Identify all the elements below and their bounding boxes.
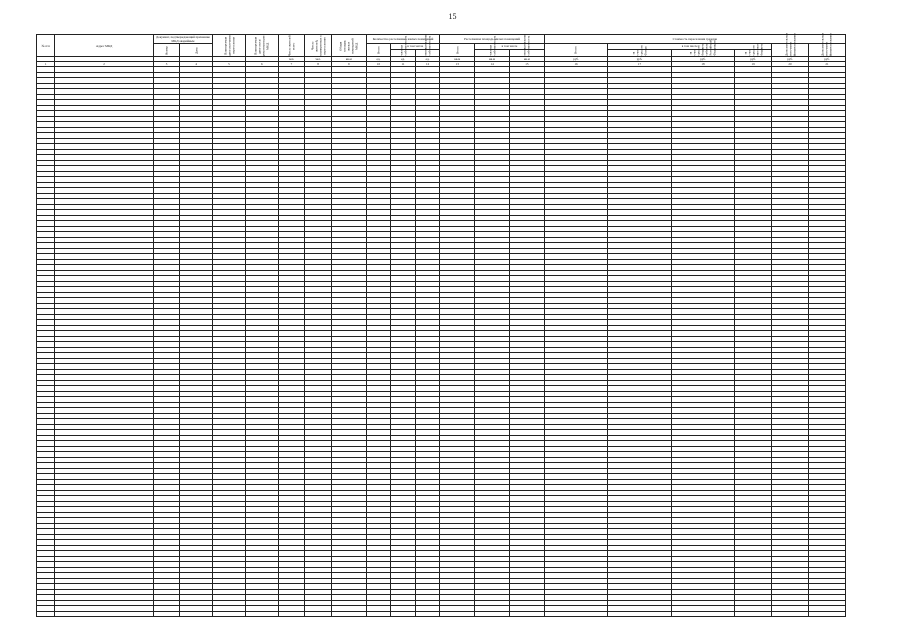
- column-number: 5: [213, 62, 246, 67]
- unit-units: ед.: [366, 57, 391, 62]
- table-cell: [735, 611, 772, 617]
- column-number: 8: [305, 62, 332, 67]
- doc-number-header: Номер: [153, 44, 180, 57]
- resettlement-table: [36, 34, 846, 617]
- column-number: 21: [808, 62, 845, 67]
- column-number: 15: [509, 62, 544, 67]
- table-cell: [440, 611, 475, 617]
- area-in-number-header: в том числе: [475, 44, 545, 50]
- column-number: 18: [671, 62, 734, 67]
- table-cell: [475, 611, 510, 617]
- unit-units: ед.: [391, 57, 416, 62]
- table-cell: [55, 611, 153, 617]
- column-number: 19: [735, 62, 772, 67]
- area-private-header: частная собственность: [475, 49, 510, 57]
- unit-rub: руб.: [735, 57, 772, 62]
- column-number: 7: [278, 62, 305, 67]
- column-number: 1: [37, 62, 55, 67]
- extra-sources-header-2: Дополнительные источники финансирования: [808, 44, 845, 57]
- doc-date-header: Дата: [180, 44, 213, 57]
- pop-planned-header: Число жителей, планируемых к переселению: [305, 35, 332, 57]
- table-cell: [213, 611, 246, 617]
- total-area-header: Общая площадь жилых помещений МКД: [331, 35, 366, 57]
- table-cell: [245, 611, 278, 617]
- planned-settle-header: Планируемая дата окончания переселения: [213, 35, 246, 57]
- column-number: 9: [331, 62, 366, 67]
- column-number: 13: [440, 62, 475, 67]
- table-cell: [366, 611, 391, 617]
- unit-rub: руб.: [772, 57, 809, 62]
- column-number: 14: [475, 62, 510, 67]
- cost-group-header: Стоимость переселения граждан: [544, 35, 845, 44]
- cost-in-number-header: в том числе: [608, 44, 772, 50]
- table-cell: [608, 611, 671, 617]
- table-cell: [153, 611, 180, 617]
- column-number: 12: [415, 62, 440, 67]
- planned-demolish-header: Планируемая дата сноса/реконструкции МКД: [245, 35, 278, 57]
- column-number: 3: [153, 62, 180, 67]
- column-number: 4: [180, 62, 213, 67]
- rooms-private-header: частная собственность: [391, 49, 416, 57]
- rooms-total-header: Всего: [366, 44, 391, 57]
- doc-group-header: Документ, подтверждающий признание МКД аварийным: [153, 35, 212, 44]
- table-cell: [180, 611, 213, 617]
- table-cell: [278, 611, 305, 617]
- header-row-1: [37, 35, 846, 44]
- unit-sqm: кв.м: [475, 57, 510, 62]
- rooms-municipal-header: муниципальная собственность: [415, 49, 440, 57]
- table-cell: [37, 611, 55, 617]
- table-cell: [808, 611, 845, 617]
- col-num-header: № п/п: [37, 35, 55, 57]
- table-cell: [305, 611, 332, 617]
- table-cell: [391, 611, 416, 617]
- table-cell: [772, 611, 809, 617]
- unit-units: ед.: [415, 57, 440, 62]
- unit-rub: руб.: [608, 57, 671, 62]
- table-cell: [544, 611, 607, 617]
- table-cell: [415, 611, 440, 617]
- unit-people: чел.: [305, 57, 332, 62]
- column-number: 16: [544, 62, 607, 67]
- col-address-header: Адрес МКД: [55, 35, 153, 57]
- column-number: 17: [608, 62, 671, 67]
- unit-sqm: кв.м: [509, 57, 544, 62]
- unit-people: чел.: [278, 57, 305, 62]
- column-number: 11: [391, 62, 416, 67]
- page-number: 15: [448, 12, 457, 21]
- column-number: 10: [366, 62, 391, 67]
- table-cell: [671, 611, 734, 617]
- unit-sqm: кв.м: [331, 57, 366, 62]
- column-number: 2: [55, 62, 153, 67]
- area-total-header: Всего: [440, 44, 475, 57]
- column-number: 20: [772, 62, 809, 67]
- unit-rub: руб.: [808, 57, 845, 62]
- extra-sources-header: Дополнительные источники финансирования: [772, 44, 809, 57]
- cost-subject-header: за счет средств бюджета субъекта Российской Федерации: [671, 49, 734, 57]
- cost-total-header: Всего: [544, 44, 607, 57]
- unit-sqm: кв.м: [440, 57, 475, 62]
- table-body: [37, 67, 846, 617]
- cost-fund-header: за счет средств Фонда: [608, 49, 671, 57]
- table-cell: [331, 611, 366, 617]
- unit-rub: руб.: [544, 57, 607, 62]
- area-group-header: Расселяемая площадь жилых помещений: [440, 35, 544, 44]
- table-cell: [509, 611, 544, 617]
- column-number: 6: [245, 62, 278, 67]
- settlement-pop-header: Число жителей всего: [278, 35, 305, 57]
- rooms-in-number-header: в том числе: [391, 44, 440, 50]
- cost-local-header: за счет средств местного бюджета: [735, 49, 772, 57]
- rooms-group-header: Количество расселяемых жилых помещений: [366, 35, 440, 44]
- unit-rub: руб.: [671, 57, 734, 62]
- register-sheet: [36, 34, 846, 629]
- area-municipal-header: муниципальная собственность: [509, 49, 544, 57]
- table-row: [37, 611, 846, 617]
